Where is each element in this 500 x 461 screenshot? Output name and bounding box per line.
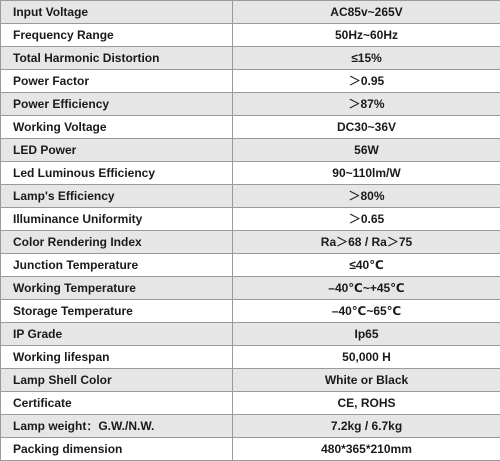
param-name: Illuminance Uniformity bbox=[1, 208, 233, 231]
param-name: Total Harmonic Distortion bbox=[1, 47, 233, 70]
param-name: Storage Temperature bbox=[1, 300, 233, 323]
table-row bbox=[1, 415, 500, 438]
param-value: 50Hz~60Hz bbox=[233, 24, 500, 47]
table-row bbox=[1, 93, 500, 116]
param-value: CE, ROHS bbox=[233, 392, 500, 415]
param-value: ＞87% bbox=[233, 93, 500, 116]
param-name: Junction Temperature bbox=[1, 254, 233, 277]
param-value: 56W bbox=[233, 139, 500, 162]
table-row bbox=[1, 70, 500, 93]
param-name: Working lifespan bbox=[1, 346, 233, 369]
param-name: Lamp's Efficiency bbox=[1, 185, 233, 208]
param-name: Frequency Range bbox=[1, 24, 233, 47]
param-value: AC85v~265V bbox=[233, 1, 500, 24]
param-value: Ra＞68 / Ra＞75 bbox=[233, 231, 500, 254]
param-name: Lamp Shell Color bbox=[1, 369, 233, 392]
table-row bbox=[1, 369, 500, 392]
param-value: DC30~36V bbox=[233, 116, 500, 139]
param-name: Certificate bbox=[1, 392, 233, 415]
table-row bbox=[1, 346, 500, 369]
param-value: ≤15% bbox=[233, 47, 500, 70]
param-name: IP Grade bbox=[1, 323, 233, 346]
param-value: ＞0.65 bbox=[233, 208, 500, 231]
table-row bbox=[1, 231, 500, 254]
param-value: ≤40℃ bbox=[233, 254, 500, 277]
param-value: ＞80% bbox=[233, 185, 500, 208]
table-row bbox=[1, 254, 500, 277]
param-value: Ip65 bbox=[233, 323, 500, 346]
param-value: –40℃~+45℃ bbox=[233, 277, 500, 300]
param-name: Packing dimension bbox=[1, 438, 233, 461]
table-row bbox=[1, 300, 500, 323]
param-name: Color Rendering Index bbox=[1, 231, 233, 254]
table-row bbox=[1, 139, 500, 162]
table-row bbox=[1, 323, 500, 346]
param-name: Power Efficiency bbox=[1, 93, 233, 116]
table-row bbox=[1, 24, 500, 47]
param-name: Led Luminous Efficiency bbox=[1, 162, 233, 185]
table-row bbox=[1, 1, 500, 24]
table-row bbox=[1, 47, 500, 70]
table-row bbox=[1, 392, 500, 415]
param-value: –40℃~65℃ bbox=[233, 300, 500, 323]
table-row bbox=[1, 208, 500, 231]
param-name: Lamp weight：G.W./N.W. bbox=[1, 415, 233, 438]
table-row bbox=[1, 162, 500, 185]
param-value: 90~110lm/W bbox=[233, 162, 500, 185]
param-name: Working Temperature bbox=[1, 277, 233, 300]
param-value: ＞0.95 bbox=[233, 70, 500, 93]
param-value: White or Black bbox=[233, 369, 500, 392]
param-value: 50,000 H bbox=[233, 346, 500, 369]
table-row bbox=[1, 116, 500, 139]
param-name: LED Power bbox=[1, 139, 233, 162]
param-value: 7.2kg / 6.7kg bbox=[233, 415, 500, 438]
table-row bbox=[1, 438, 500, 461]
param-name: Working Voltage bbox=[1, 116, 233, 139]
param-name: Power Factor bbox=[1, 70, 233, 93]
table-row bbox=[1, 185, 500, 208]
param-value: 480*365*210mm bbox=[233, 438, 500, 461]
table-row bbox=[1, 277, 500, 300]
param-name: Input Voltage bbox=[1, 1, 233, 24]
